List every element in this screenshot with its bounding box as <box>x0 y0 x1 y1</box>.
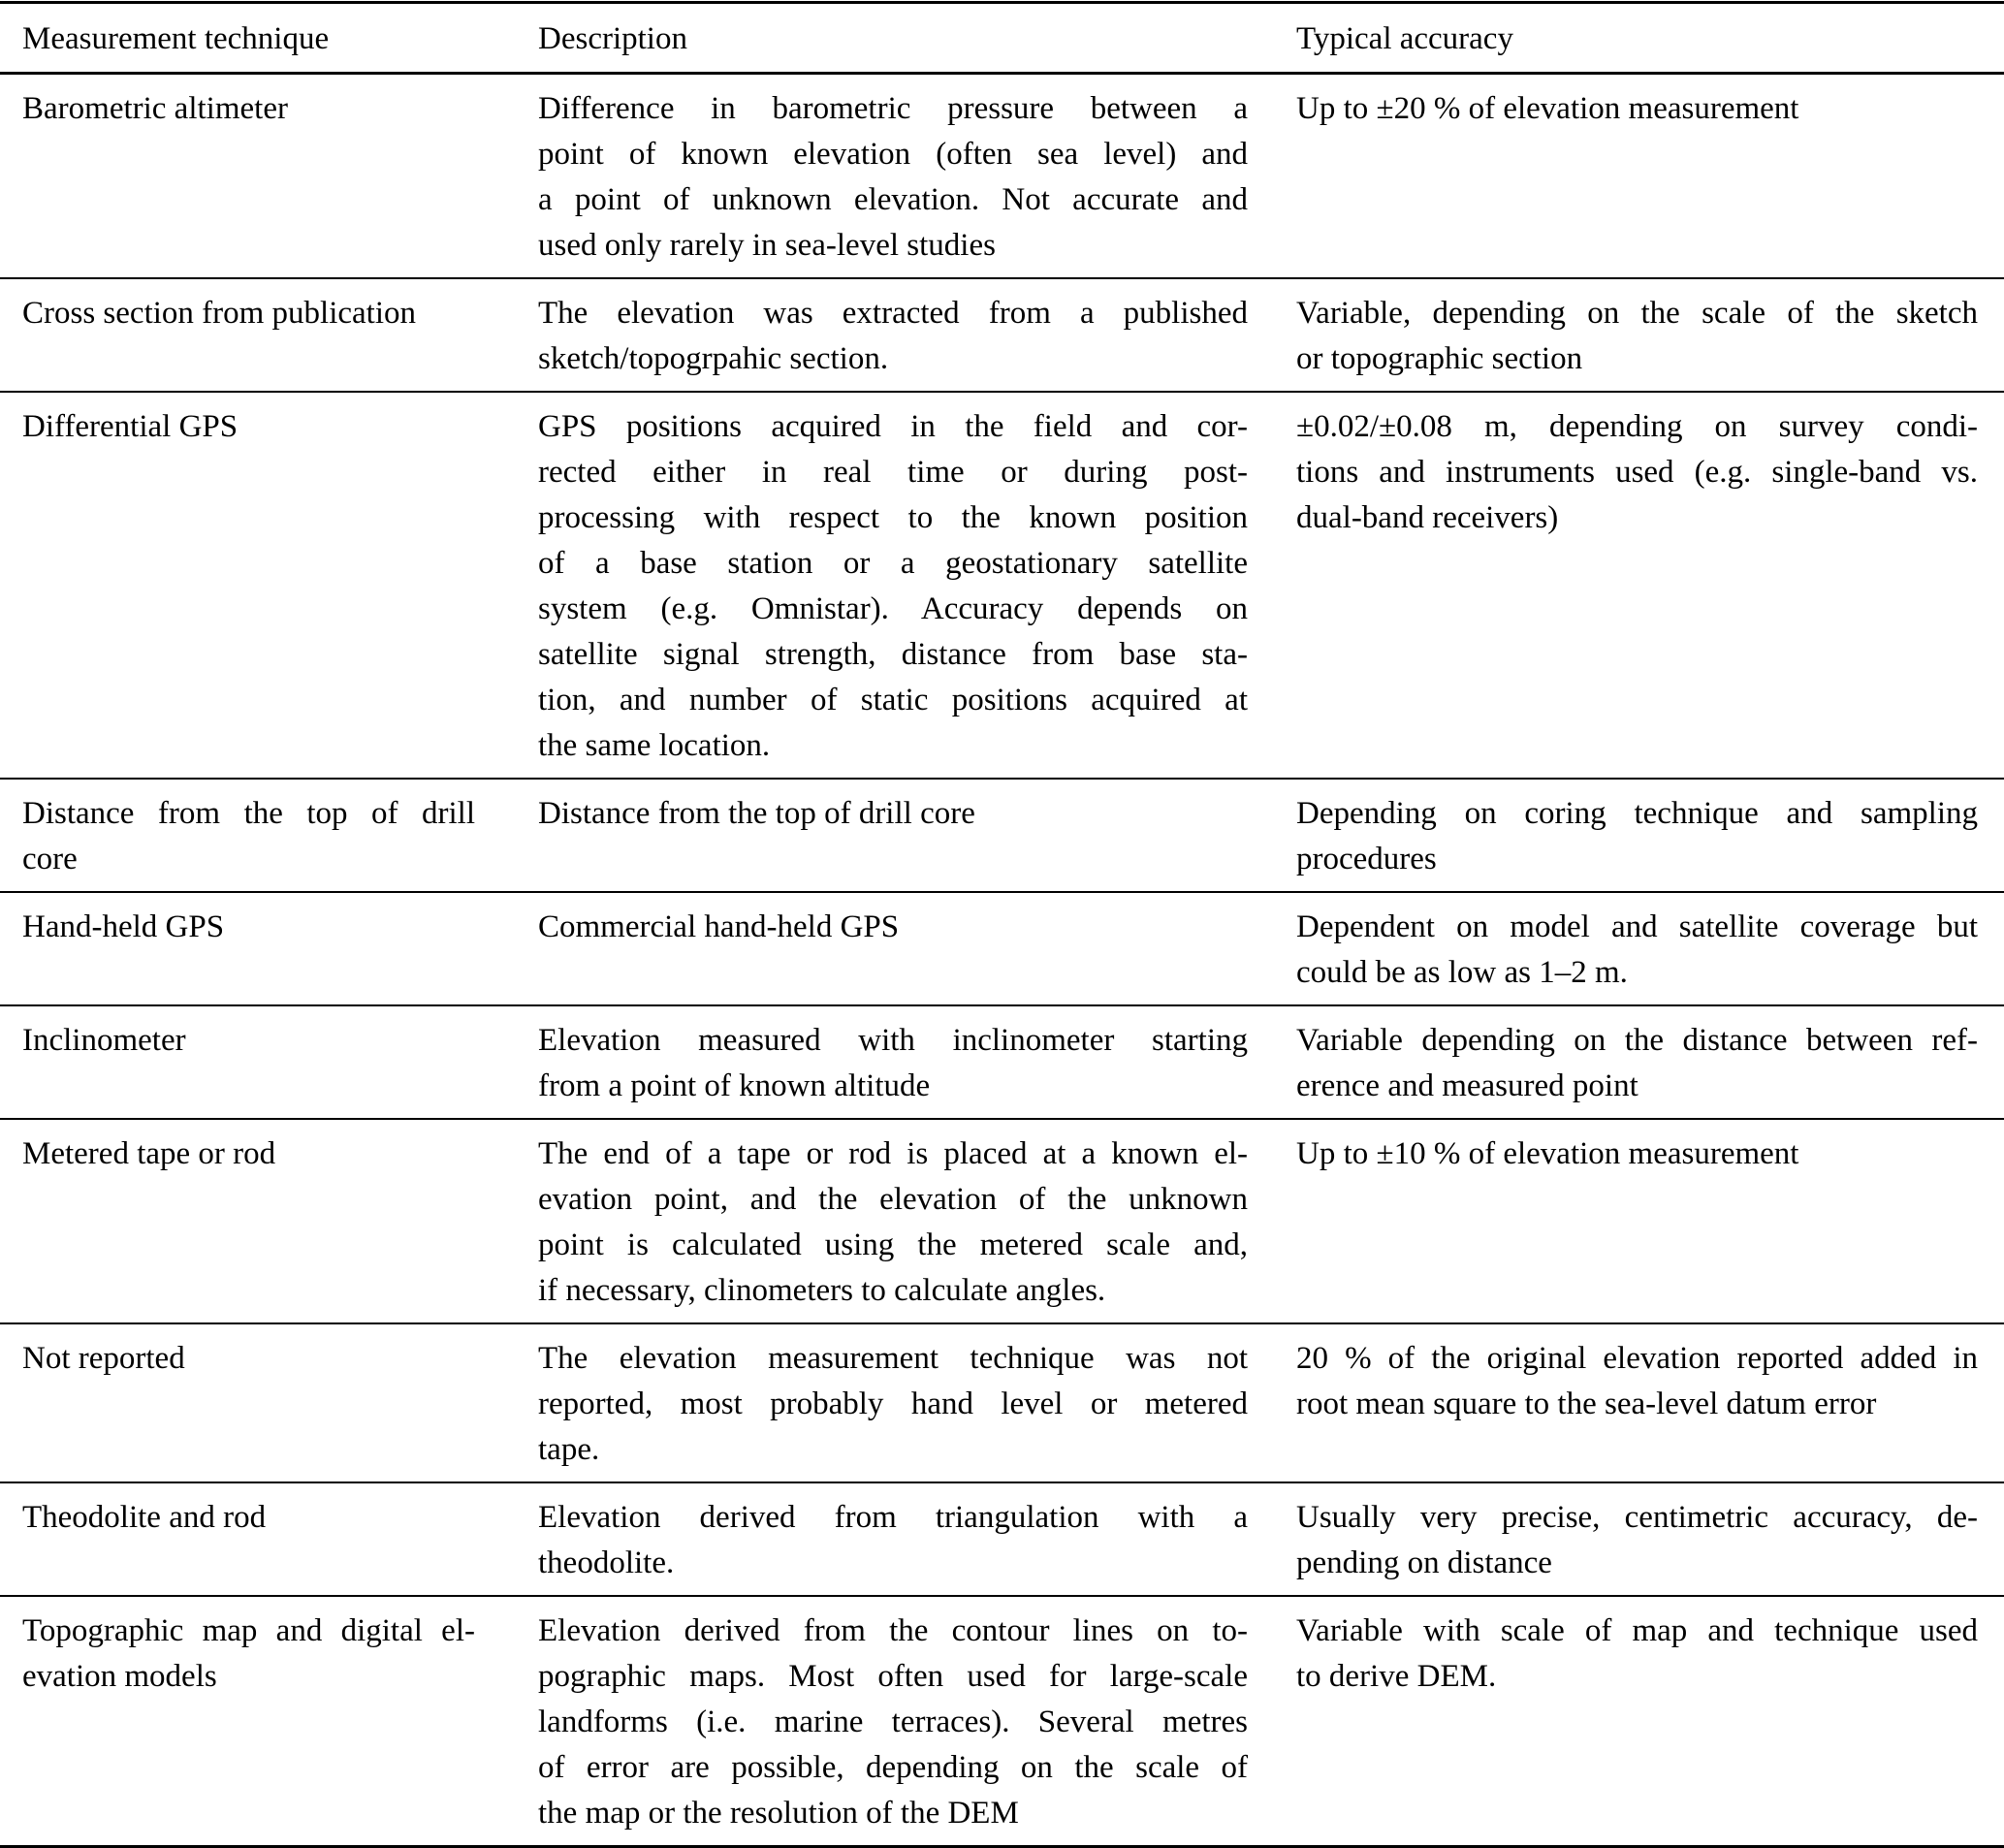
text-line: evation models <box>22 1659 217 1694</box>
text-line: Up to ±10 % of elevation measurement <box>1296 1136 1799 1171</box>
text-line: Theodolite and rod <box>22 1500 267 1535</box>
text-line: tion, and number of static positions acquired at <box>538 683 1248 717</box>
text-line: could be as low as 1–2 m. <box>1296 955 1628 990</box>
description-cell <box>519 74 1271 279</box>
accuracy-cell <box>1271 1323 2004 1482</box>
table-row <box>0 1596 2004 1847</box>
table-row <box>0 1005 2004 1119</box>
text-line: reported, most probably hand level or metered <box>538 1386 1248 1421</box>
text-line: the same location. <box>538 728 771 763</box>
text-line: Commercial hand-held GPS <box>538 909 900 944</box>
text-line: of a base station or a geostationary satellite <box>538 546 1248 581</box>
text-line: Elevation derived from the contour lines on to- <box>538 1613 1248 1648</box>
description-cell <box>519 392 1271 779</box>
technique-cell <box>0 1323 519 1482</box>
text-line: Variable with scale of map and technique used <box>1296 1613 1978 1648</box>
description-cell <box>519 1596 1271 1847</box>
technique-cell <box>0 1005 519 1119</box>
text-line: Distance from the top of drill core <box>538 796 975 831</box>
table-row <box>0 278 2004 392</box>
description-cell <box>519 1005 1271 1119</box>
description-cell <box>519 1323 1271 1482</box>
col-header-description: Description <box>519 3 1271 74</box>
text-line: landforms (i.e. marine terraces). Several metres <box>538 1705 1248 1739</box>
text-line: tape. <box>538 1432 600 1467</box>
text-line: The elevation was extracted from a published <box>538 296 1248 331</box>
accuracy-cell <box>1271 892 2004 1005</box>
text-line: procedures <box>1296 842 1437 876</box>
technique-cell <box>0 74 519 279</box>
text-line: pographic maps. Most often used for large-scale <box>538 1659 1248 1694</box>
accuracy-cell <box>1271 1596 2004 1847</box>
text-line: core <box>22 842 78 876</box>
text-line: Not reported <box>22 1341 185 1376</box>
text-line: processing with respect to the known position <box>538 500 1248 535</box>
table-row <box>0 1482 2004 1596</box>
text-line: 20 % of the original elevation reported added in <box>1296 1341 1978 1376</box>
text-line: Difference in barometric pressure between a <box>538 91 1248 126</box>
description-cell <box>519 278 1271 392</box>
text-line: Usually very precise, centimetric accuracy, de- <box>1296 1500 1978 1535</box>
text-line: rected either in real time or during post- <box>538 455 1248 490</box>
description-cell <box>519 1482 1271 1596</box>
text-line: dual-band receivers) <box>1296 500 1559 535</box>
accuracy-cell <box>1271 779 2004 892</box>
text-line: theodolite. <box>538 1545 675 1580</box>
table-row <box>0 892 2004 1005</box>
text-line: Distance from the top of drill <box>22 796 475 831</box>
table-row <box>0 779 2004 892</box>
text-line: Variable depending on the distance between ref- <box>1296 1023 1978 1058</box>
text-line: used only rarely in sea-level studies <box>538 228 996 263</box>
table-row <box>0 392 2004 779</box>
col-header-typical-accuracy: Typical accuracy <box>1271 3 2004 74</box>
text-line: from a point of known altitude <box>538 1068 931 1103</box>
text-line: if necessary, clinometers to calculate angles. <box>538 1273 1106 1308</box>
text-line: Elevation derived from triangulation with a <box>538 1500 1248 1535</box>
table-row <box>0 1119 2004 1323</box>
text-line: Up to ±20 % of elevation measurement <box>1296 91 1799 126</box>
col-header-measurement-technique: Measurement technique <box>0 3 519 74</box>
text-line: point of known elevation (often sea level) and <box>538 137 1248 172</box>
text-line: Dependent on model and satellite coverage but <box>1296 909 1978 944</box>
text-line: point is calculated using the metered scale and, <box>538 1227 1248 1262</box>
text-line: ±0.02/±0.08 m, depending on survey condi- <box>1296 409 1978 444</box>
technique-cell <box>0 1596 519 1847</box>
description-cell <box>519 779 1271 892</box>
accuracy-cell <box>1271 74 2004 279</box>
text-line: erence and measured point <box>1296 1068 1638 1103</box>
accuracy-cell <box>1271 1119 2004 1323</box>
text-line: root mean square to the sea-level datum error <box>1296 1386 1877 1421</box>
technique-cell <box>0 1119 519 1323</box>
text-line: Elevation measured with inclinometer starting <box>538 1023 1248 1058</box>
technique-cell <box>0 779 519 892</box>
technique-cell <box>0 392 519 779</box>
table-row <box>0 1323 2004 1482</box>
text-line: the map or the resolution of the DEM <box>538 1796 1019 1831</box>
text-line: evation point, and the elevation of the unknown <box>538 1182 1248 1217</box>
technique-cell <box>0 1482 519 1596</box>
text-line: Hand-held GPS <box>22 909 225 944</box>
text-line: pending on distance <box>1296 1545 1552 1580</box>
text-line: to derive DEM. <box>1296 1659 1497 1694</box>
text-line: Variable, depending on the scale of the sketch <box>1296 296 1978 331</box>
text-line: satellite signal strength, distance from base sta- <box>538 637 1248 672</box>
text-line: Inclinometer <box>22 1023 186 1058</box>
text-line: or topographic section <box>1296 341 1583 376</box>
text-line: Depending on coring technique and sampling <box>1296 796 1978 831</box>
text-line: sketch/topogrpahic section. <box>538 341 889 376</box>
description-cell <box>519 1119 1271 1323</box>
text-line: of error are possible, depending on the scale of <box>538 1750 1248 1785</box>
technique-cell <box>0 892 519 1005</box>
text-line: Differential GPS <box>22 409 239 444</box>
text-line: The end of a tape or rod is placed at a known el- <box>538 1136 1248 1171</box>
accuracy-cell <box>1271 1005 2004 1119</box>
header-row <box>0 3 2004 74</box>
text-line: Topographic map and digital el- <box>22 1613 475 1648</box>
table-body <box>0 74 2004 1847</box>
text-line: Barometric altimeter <box>22 91 288 126</box>
measurement-techniques-table <box>0 1 2004 1848</box>
text-line: Cross section from publication <box>22 296 417 331</box>
text-line: tions and instruments used (e.g. single-band vs. <box>1296 455 1978 490</box>
text-line: Metered tape or rod <box>22 1136 276 1171</box>
text-line: a point of unknown elevation. Not accurate and <box>538 182 1248 217</box>
accuracy-cell <box>1271 392 2004 779</box>
text-line: GPS positions acquired in the field and cor- <box>538 409 1248 444</box>
text-line: The elevation measurement technique was not <box>538 1341 1248 1376</box>
accuracy-cell <box>1271 278 2004 392</box>
table-row <box>0 74 2004 279</box>
accuracy-cell <box>1271 1482 2004 1596</box>
technique-cell <box>0 278 519 392</box>
description-cell <box>519 892 1271 1005</box>
text-line: system (e.g. Omnistar). Accuracy depends on <box>538 591 1248 626</box>
